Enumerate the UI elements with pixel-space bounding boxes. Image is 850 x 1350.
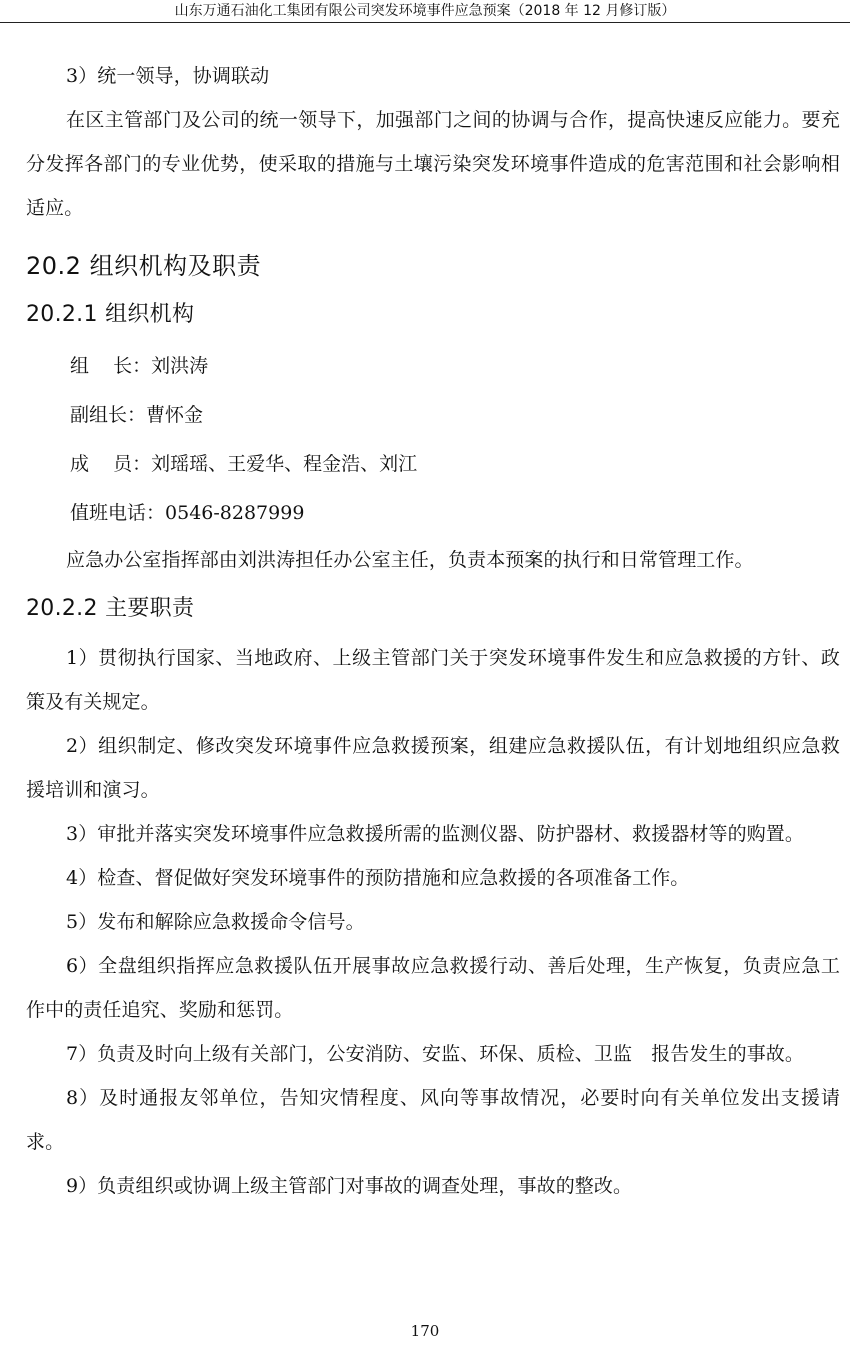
members-names: 刘瑶瑶、王爱华、程金浩、刘江 [151,453,418,475]
leader-line [26,342,840,391]
duty-item-7: 7）负责及时向上级有关部门，公安消防、安监、环保、质检、卫监 报告发生的事故。 [66,1043,804,1065]
running-header: 山东万通石油化工集团有限公司突发环境事件应急预案（2018 年 12 月修订版） [0,0,850,23]
members-line [26,440,840,489]
office-note: 应急办公室指挥部由刘洪涛担任办公室主任，负责本预案的执行和日常管理工作。 [66,549,754,571]
duty-item-5: 5）发布和解除应急救援命令信号。 [66,911,365,933]
duty-phone-number: 0546-8287999 [165,502,305,524]
section-title: 20.2 组织机构及职责 [26,252,262,280]
duty-item-6: 6）全盘组织指挥应急救援队伍开展事故应急救援行动、善后处理，生产恢复，负责应急工作中的责任追究、奖励和惩罚。 [26,955,840,1021]
duty-item-2: 2）组织制定、修改突发环境事件应急救援预案，组建应急救援队伍，有计划地组织应急救援培训和演习。 [26,735,840,801]
duty-item-9: 9）负责组织或协调上级主管部门对事故的调查处理，事故的整改。 [66,1175,633,1197]
org-subsection-title: 20.2.1 组织机构 [26,302,195,327]
duty-item-4: 4）检查、督促做好突发环境事件的预防措施和应急救援的各项准备工作。 [66,867,690,889]
deputy-leader-line [26,391,840,440]
duty-item-1: 1）贯彻执行国家、当地政府、上级主管部门关于突发环境事件发生和应急救援的方针、政策及有关规定。 [26,647,840,713]
duty-item-3: 3）审批并落实突发环境事件应急救援所需的监测仪器、防护器材、救援器材等的购置。 [66,823,804,845]
duty-phone-label: 值班电话： [70,502,166,524]
deputy-leader-name: 曹怀金 [146,404,204,426]
principle-heading: 3）统一领导，协调联动 [66,65,270,87]
duties-subsection-title: 20.2.2 主要职责 [26,596,195,621]
duty-phone-line [26,489,840,538]
org-roster [26,342,840,538]
deputy-leader-label: 副组长： [70,404,147,426]
page-number: 170 [410,1322,440,1340]
leader-name: 刘洪涛 [151,355,209,377]
principle-paragraph: 在区主管部门及公司的统一领导下，加强部门之间的协调与合作，提高快速反应能力。要充分发挥各部门的专业优势，使采取的措施与土壤污染突发环境事件造成的危害范围和社会影响相适应。 [26,109,840,219]
duty-item-8: 8）及时通报友邻单位，告知灾情程度、风向等事故情况，必要时向有关单位发出支援请求。 [26,1087,840,1153]
document-body [26,54,840,1208]
leader-label: 组 长： [70,355,152,377]
members-label: 成 员： [70,453,152,475]
